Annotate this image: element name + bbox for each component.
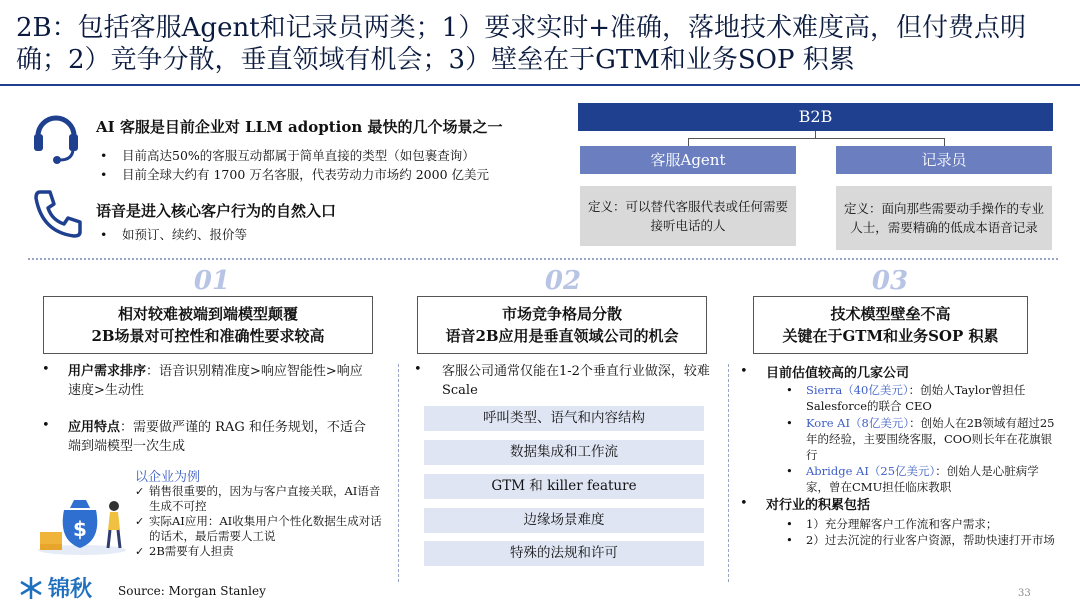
bullet: •	[414, 362, 422, 377]
definition-recorder: 定义：面向那些需要动手操作的专业人士，需要精确的低成本语音记录	[836, 186, 1052, 250]
ai-cs-bullets	[96, 146, 576, 184]
section-divider	[28, 258, 1058, 260]
list-item: • 目前全球大约有 1700 万名客服，代表劳动力市场约 2000 亿美元	[96, 165, 576, 184]
col3-head1: 目前估值较高的几家公司	[766, 366, 910, 381]
list-item: ✓ 实际AI应用：AI收集用户个性化数据生成对话的话术，最后需要人工说	[135, 514, 385, 544]
snowflake-icon	[18, 575, 44, 601]
brand-logo	[18, 572, 92, 603]
col3-head2: 对行业的积累包括	[766, 498, 871, 513]
factor-pill: 特殊的法规和许可	[424, 541, 704, 566]
connector	[688, 138, 689, 146]
headline-ai-cs: AI 客服是目前企业对 LLM adoption 最快的几个场景之一	[96, 118, 503, 136]
definition-cs-agent: 定义：可以替代客服代表或任何需要接听电话的人	[580, 186, 796, 246]
section-number-01: 01	[193, 266, 231, 296]
category-cs-agent: 客服Agent	[580, 146, 796, 174]
factor-pill: 数据集成和工作流	[424, 440, 704, 465]
connector	[815, 131, 816, 138]
col1-header-box	[43, 296, 373, 354]
money-bag-illustration	[36, 470, 128, 556]
bullet: •	[786, 533, 793, 547]
col2-header-box	[417, 296, 707, 354]
page-title: 2B：包括客服Agent和记录员两类；1）要求实时+准确，落地技术难度高，但付费点明确；2）竞争分散，垂直领域有机会；3）壁垒在于GTM和业务SOP 积累	[16, 13, 1026, 75]
bullet: •	[786, 383, 793, 397]
col2-header-line1: 市场竞争格局分散	[501, 305, 622, 323]
example-checks	[135, 484, 385, 559]
col2-header-line2: 语音2B应用是垂直领域公司的机会	[445, 327, 679, 345]
svg-text:$: $	[73, 517, 87, 541]
bullet: •	[740, 364, 748, 379]
list-item: 2）过去沉淀的行业客户资源，帮助快速打开市场	[806, 533, 1055, 547]
title-divider	[0, 84, 1080, 86]
list-item: • 如预订、续约、报价等	[96, 225, 576, 244]
source-note: Source: Morgan Stanley	[118, 584, 266, 598]
col1-header-line2: 2B场景对可控性和准确性要求较高	[91, 327, 325, 345]
phone-icon	[30, 186, 86, 242]
headline-voice: 语音是进入核心客户行为的自然入口	[96, 202, 337, 220]
bullet: •	[740, 496, 748, 511]
voice-bullets	[96, 225, 576, 244]
b2b-header: B2B	[578, 103, 1053, 131]
col2-intro: 客服公司通常仅能在1-2个垂直行业做深，较难 Scale	[442, 364, 710, 398]
column-divider	[398, 364, 399, 582]
company-sierra: Sierra（40亿美元）：创始人Taylor曾担任Salesforce的联合 CEO	[806, 383, 1026, 413]
section-number-02: 02	[544, 266, 582, 296]
category-recorder: 记录员	[836, 146, 1052, 174]
company-kore-ai: Kore AI（8亿美元）：创始人在2B领域有超过25年的经验，主要围绕客服，COO则长年在花旗银行	[806, 416, 1055, 462]
company-abridge-ai: Abridge AI（25亿美元）：创始人是心脏病学家，曾在CMU担任临床教职	[806, 464, 1039, 494]
factor-pill: 边缘场景难度	[424, 508, 704, 533]
user-needs: 用户需求排序：语音识别精准度>响应智能性>响应速度>生动性	[68, 364, 363, 398]
bullet: •	[786, 416, 793, 430]
list-item: ✓ 销售很重要的，因为与客户直接关联，AI语音生成不可控	[135, 484, 385, 514]
list-item: • 目前高达50%的客服互动都属于简单直接的类型（如包裹查询）	[96, 146, 576, 165]
headset-icon	[30, 104, 82, 166]
col3-header-box	[753, 296, 1028, 354]
example-title: 以企业为例	[135, 470, 201, 485]
factor-pill: GTM 和 killer feature	[424, 474, 704, 499]
bullet: •	[786, 517, 793, 531]
logo-text: 锦秋	[48, 576, 93, 602]
col1-header-line1: 相对较难被端到端模型颠覆	[117, 305, 298, 323]
section-number-03: 03	[871, 266, 909, 296]
col3-header-line1: 技术模型壁垒不高	[830, 305, 951, 323]
col3-header-line2: 关键在于GTM和业务SOP 积累	[782, 327, 999, 345]
bullet: •	[42, 362, 50, 377]
bullet: •	[786, 464, 793, 478]
list-item: ✓ 2B需要有人担责	[135, 544, 385, 559]
factor-pill: 呼叫类型、语气和内容结构	[424, 406, 704, 431]
app-features: 应用特点：需要做严谨的 RAG 和任务规划，不适合端到端模型一次生成	[68, 420, 366, 454]
connector	[688, 138, 944, 139]
column-divider	[728, 364, 729, 582]
list-item: 1）充分理解客户工作流和客户需求；	[806, 517, 998, 531]
bullet: •	[42, 418, 50, 433]
connector	[944, 138, 945, 146]
page-number: 33	[1018, 588, 1031, 599]
